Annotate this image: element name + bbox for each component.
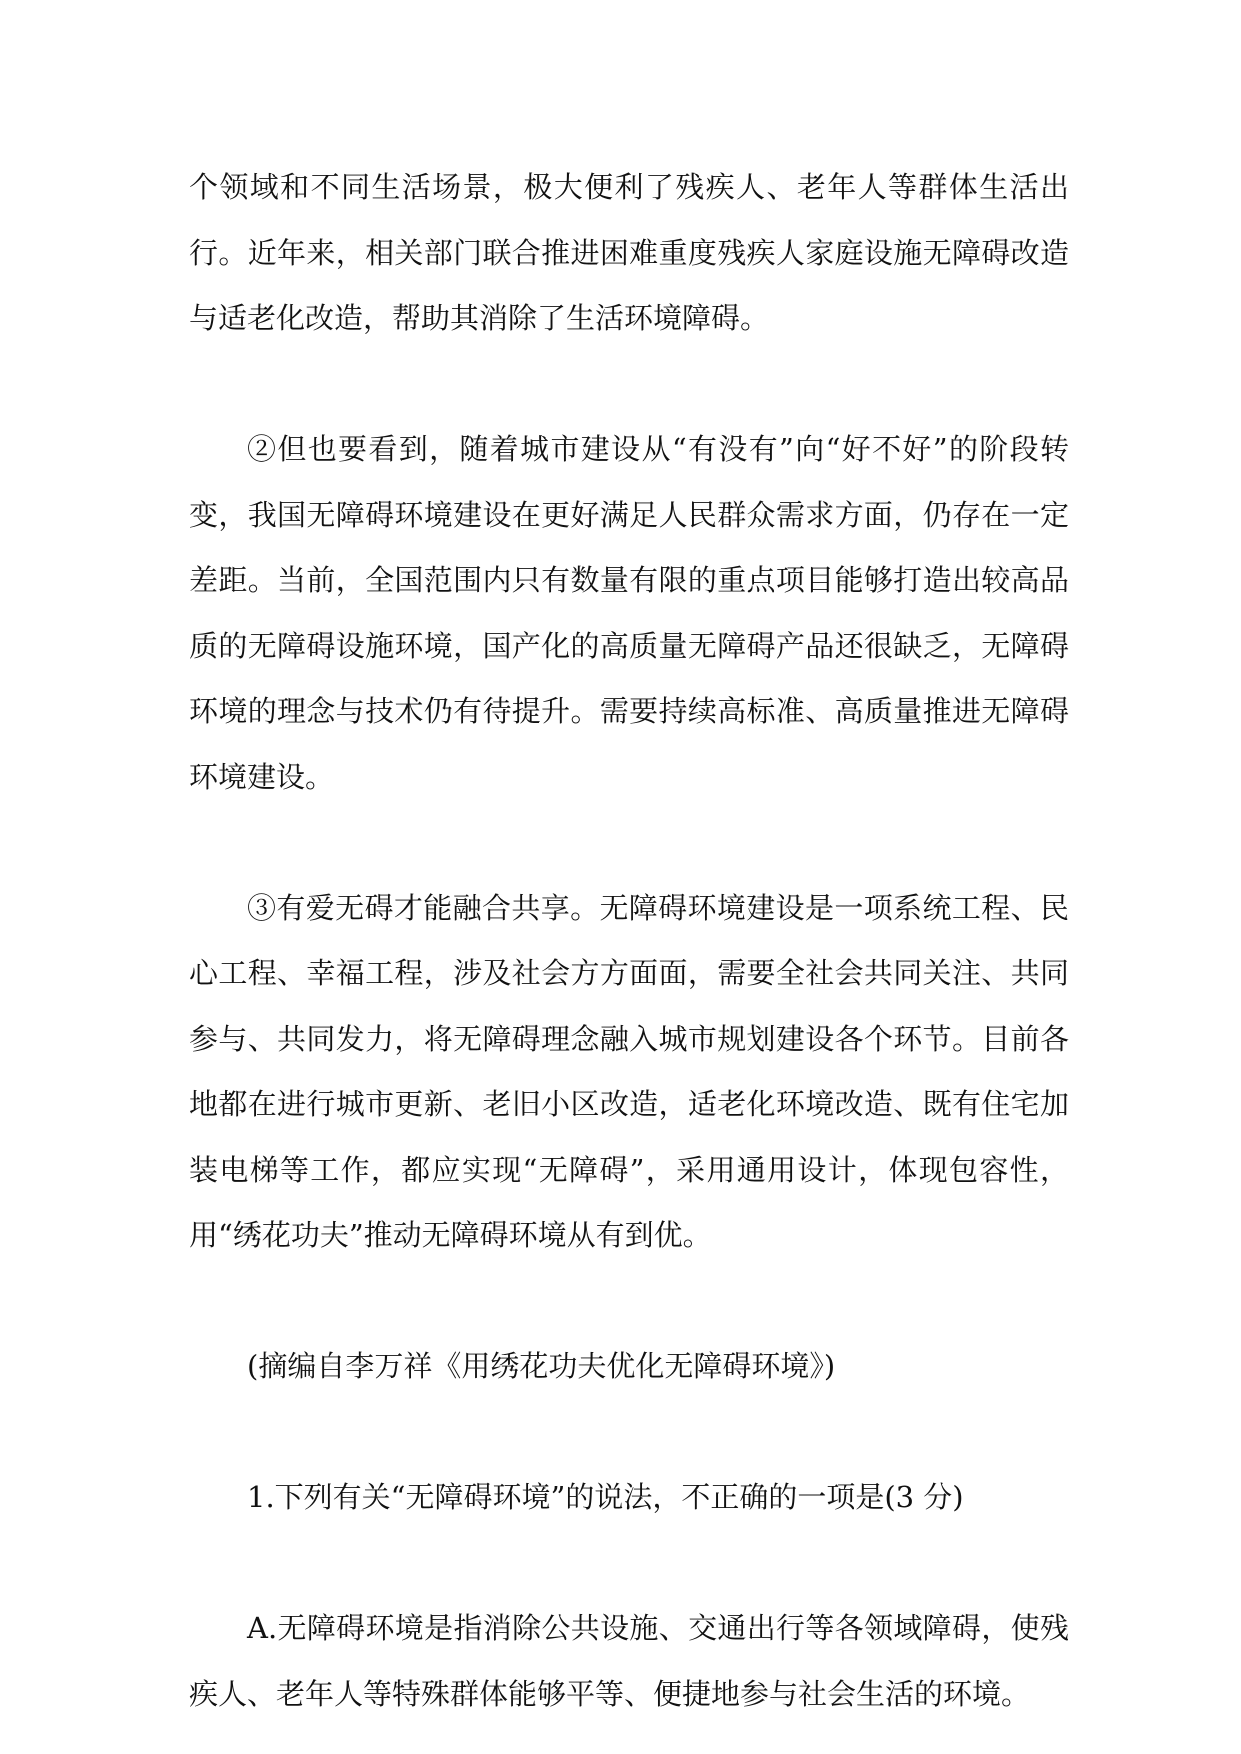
paragraph-3: ③有爱无碍才能融合共享。无障碍环境建设是一项系统工程、民心工程、幸福工程，涉及社会方方面面，需要全社会共同关注、共同参与、共同发力，将无障碍理念融入城市规划建设各个环节。目前各地都在进行城市更新、老旧小区改造，适老化环境改造、既有住宅加装电梯等工作，都应实现“无障碍”，采用通用设计，体现包容性，用“绣花功夫”推动无障碍环境从有到优。 — [189, 890, 1069, 1252]
source-citation: (摘编自李万祥《用绣花功夫优化无障碍环境》) — [247, 1349, 836, 1383]
question-1: 1.下列有关“无障碍环境”的说法，不正确的一项是(3 分) — [247, 1480, 964, 1514]
paragraph-2: ②但也要看到，随着城市建设从“有没有”向“好不好”的阶段转变，我国无障碍环境建设在更好满足人民群众需求方面，仍存在一定差距。当前，全国范围内只有数量有限的重点项目能够打造出较高品质的无障碍设施环境，国产化的高质量无障碍产品还很缺乏，无障碍环境的理念与技术仍有待提升。需要持续高标准、高质量推进无障碍环境建设。 — [189, 432, 1069, 794]
option-a: A.无障碍环境是指消除公共设施、交通出行等各领域障碍，使残疾人、老年人等特殊群体能够平等、便捷地参与社会生活的环境。 — [189, 1611, 1069, 1711]
document-body — [189, 155, 1069, 1727]
paragraph-continuation: 个领域和不同生活场景，极大便利了残疾人、老年人等群体生活出行。近年来，相关部门联合推进困难重度残疾人家庭设施无障碍改造与适老化改造，帮助其消除了生活环境障碍。 — [189, 170, 1069, 335]
